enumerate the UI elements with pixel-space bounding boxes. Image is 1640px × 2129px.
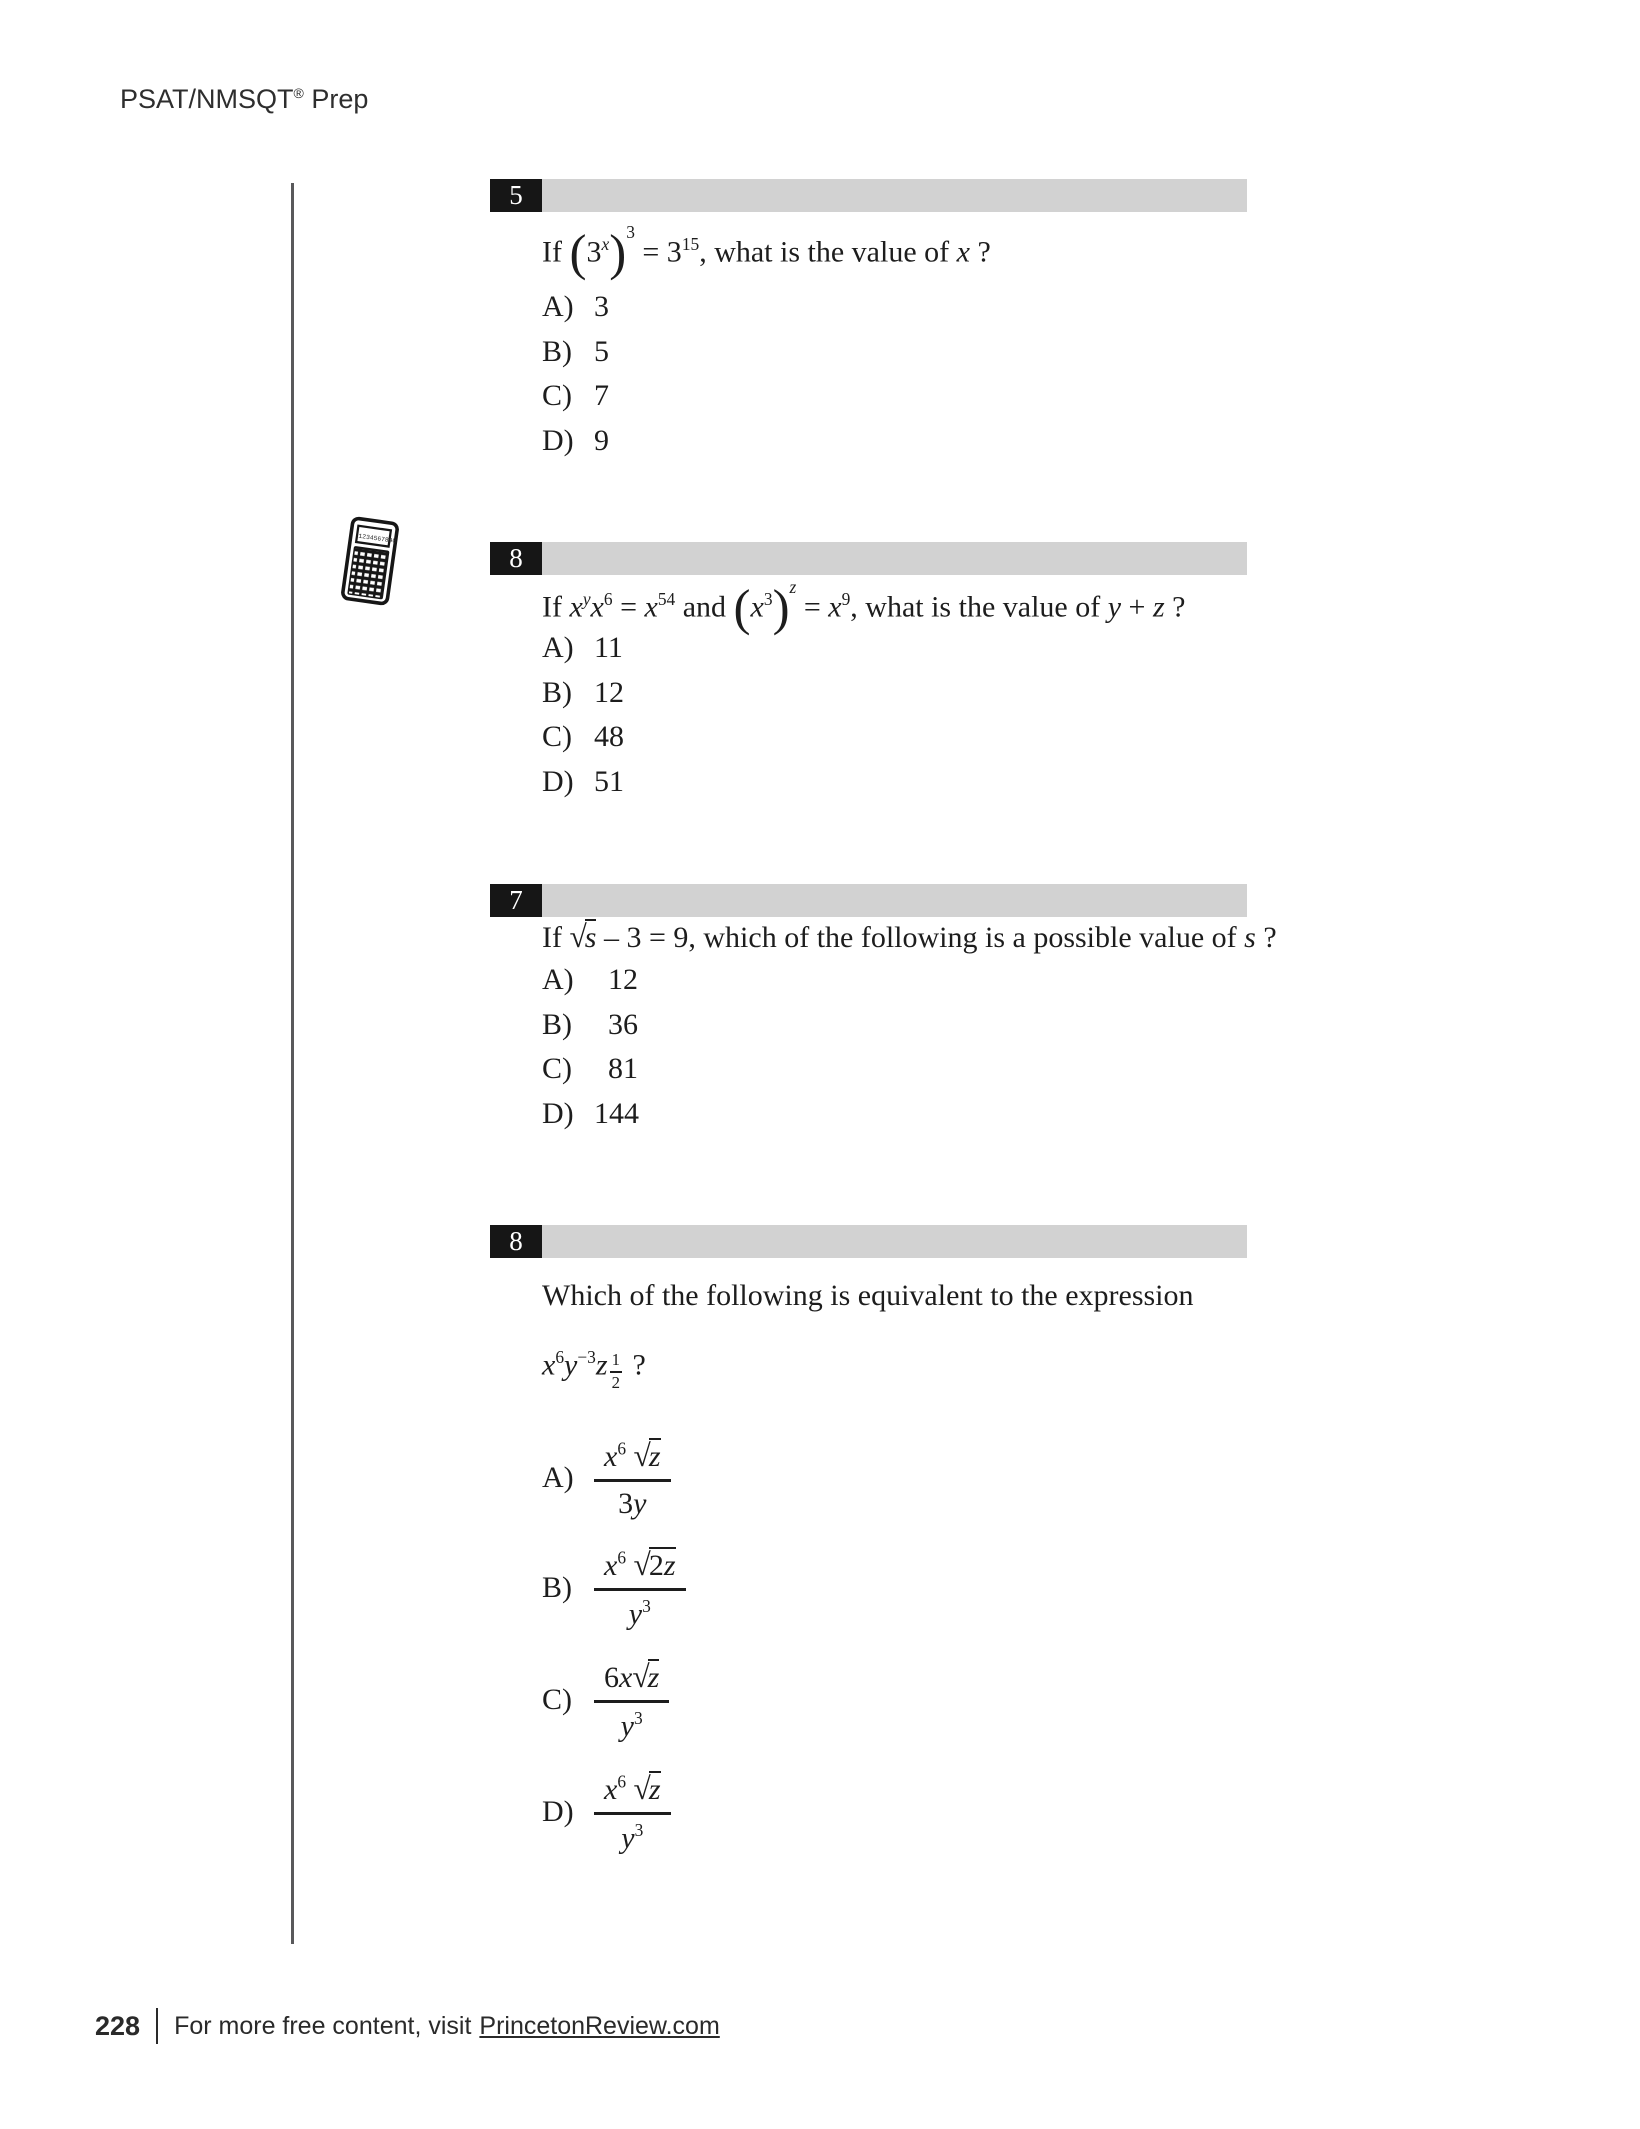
page-number: 228	[95, 2010, 141, 2041]
calculator-icon	[338, 515, 401, 607]
choice-label: D)	[542, 1096, 574, 1130]
choice-label: A)	[542, 1461, 574, 1494]
choice-value: 11	[594, 631, 623, 665]
fraction-denominator: $y^3$	[620, 1707, 643, 1743]
fraction-numerator: 6x√z	[594, 1657, 669, 1703]
brand-text: PSAT/NMSQT	[120, 84, 294, 114]
choice-d	[542, 1092, 638, 1137]
choice-a	[542, 1432, 671, 1524]
choice-value: 51	[594, 764, 624, 798]
question-7	[490, 884, 1280, 1174]
choice-value: 3	[594, 290, 609, 324]
choice-c	[542, 715, 624, 760]
question-number: 7	[490, 884, 542, 917]
choice-label: A)	[542, 631, 574, 665]
choice-label: B)	[542, 334, 572, 368]
choice-b	[542, 330, 609, 375]
choice-value: 81	[608, 1052, 638, 1086]
brand-suffix: Prep	[303, 84, 369, 114]
question-stem-text: Which of the following is equivalent to the expression	[542, 1279, 1194, 1312]
choice-value: 12	[594, 675, 624, 709]
choice-b	[542, 1003, 638, 1048]
margin-rule	[291, 183, 294, 1944]
choice-b	[542, 671, 624, 716]
fraction-numerator: $x^6$ √z	[594, 1769, 671, 1815]
choice-fraction	[594, 1436, 671, 1521]
choice-label: B)	[542, 675, 572, 709]
footer-link[interactable]: PrincetonReview.com	[479, 2011, 720, 2040]
choice-value: 144	[594, 1096, 639, 1130]
choice-label: D)	[542, 1795, 574, 1828]
choice-label: C)	[542, 379, 572, 413]
question-stem: If √s – 3 = 9, which of the following is a possible value of s ?	[542, 919, 1277, 954]
choice-label: B)	[542, 1571, 572, 1604]
choice-list	[542, 626, 624, 804]
footer-text: For more free content, visit	[174, 2011, 472, 2040]
choice-value: 36	[608, 1007, 638, 1041]
page-footer	[95, 2008, 720, 2044]
choice-fraction	[594, 1545, 686, 1631]
choice-value: 9	[594, 423, 609, 457]
choice-label: C)	[542, 720, 572, 754]
question-number-bar	[490, 1225, 1247, 1258]
choice-label: C)	[542, 1683, 572, 1716]
choice-list	[542, 958, 638, 1136]
choice-label: A)	[542, 290, 574, 324]
question-8-expression	[490, 1225, 1280, 1905]
choice-label: D)	[542, 764, 574, 798]
choice-label: B)	[542, 1007, 572, 1041]
choice-label: A)	[542, 963, 574, 997]
choice-d	[542, 760, 624, 805]
fraction-denominator: 3y	[618, 1486, 647, 1520]
choice-c	[542, 1654, 669, 1746]
choice-fraction	[594, 1769, 671, 1855]
calculator-screen-digits: 1234567890	[358, 532, 397, 545]
choice-label: C)	[542, 1052, 572, 1086]
choice-value: 7	[594, 379, 609, 413]
page-header	[120, 84, 368, 115]
choice-a	[542, 958, 638, 1003]
choice-c	[542, 1047, 638, 1092]
choice-b	[542, 1542, 686, 1634]
choice-value: 5	[594, 334, 609, 368]
choice-a	[542, 285, 609, 330]
fraction-denominator: $y^3$	[621, 1819, 644, 1855]
question-5	[490, 179, 1280, 469]
fraction-numerator: $x^6$ √2z	[594, 1545, 686, 1591]
question-number: 8	[490, 542, 542, 575]
question-stem: If $x^yx^6 = x^{54}$ and $(x^3)^z = x^9$, what is the value of y + z ?	[542, 577, 1186, 637]
question-number: 5	[490, 179, 542, 212]
question-8-calculator	[490, 542, 1280, 832]
choice-fraction	[594, 1657, 669, 1743]
choice-a	[542, 626, 624, 671]
fraction-denominator: $y^3$	[628, 1595, 651, 1631]
choice-d	[542, 1766, 671, 1858]
calculator-icon-drawing	[338, 515, 401, 607]
question-number: 8	[490, 1225, 542, 1258]
choice-value: 48	[594, 720, 624, 754]
registered-mark: ®	[293, 85, 304, 101]
choice-d	[542, 419, 609, 464]
question-stem-expression: $x^6y^{-3}z$ $\frac{1}{2}$ ?	[542, 1347, 646, 1392]
question-stem: If $(3^x)^3 = 3^{15}$, what is the value of x ?	[542, 222, 991, 282]
choice-c	[542, 374, 609, 419]
footer-divider	[156, 2008, 158, 2044]
choice-list	[542, 285, 609, 463]
choice-label: D)	[542, 423, 574, 457]
choice-value: 12	[608, 963, 638, 997]
fraction-numerator: $x^6$ √z	[594, 1436, 671, 1482]
